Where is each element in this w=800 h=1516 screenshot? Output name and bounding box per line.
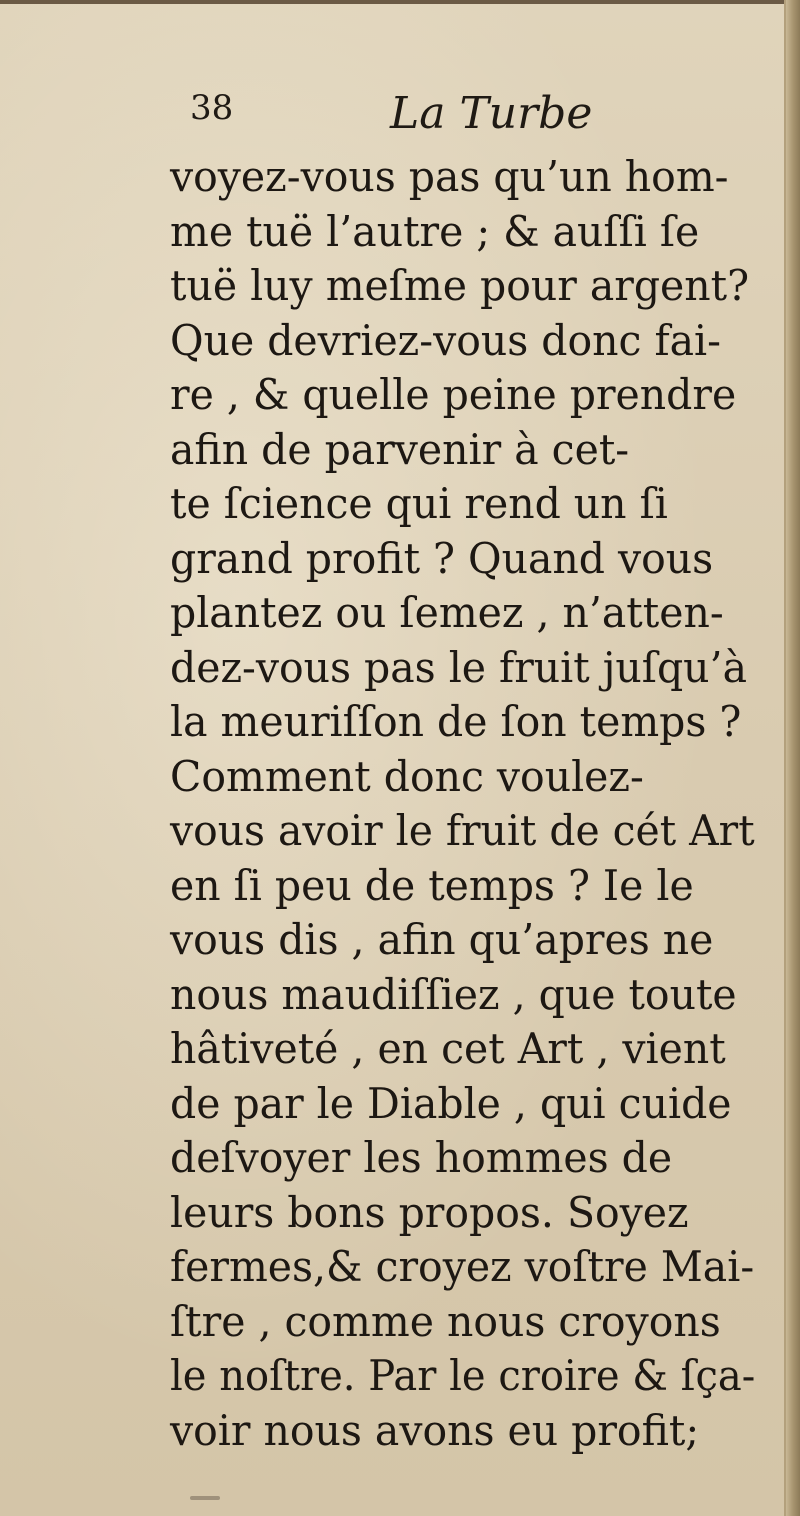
text-line: grand profit ? Quand vous [170,533,714,583]
text-line: nous maudiſſiez , que toute [170,969,737,1019]
page-right-edge [786,0,800,1516]
text-line: le noſtre. Par le croire & ſça- [170,1351,756,1400]
text-line: vous avoir le fruit de cét Art [170,806,755,855]
text-line: en ſi peu de temps ? Ie le [170,860,694,910]
text-line: Comment donc voulez- [170,751,644,801]
page-top-edge [0,0,800,4]
text-line: deſvoyer les hommes de [170,1133,673,1182]
text-line: voir nous avons eu profit; [170,1405,700,1455]
text-line: tuë luy meſme pour argent? [170,261,750,310]
text-line: Que devriez-vous donc fai- [170,315,721,365]
text-line: te ſcience qui rend un ſi [170,479,668,528]
text-line: plantez ou ſemez , n’atten- [170,588,724,637]
text-line: voyez-vous pas qu’un hom- [170,152,729,201]
text-line: re , & quelle peine prendre [170,370,737,419]
ink-smudge [190,1496,220,1500]
text-line: vous dis , afin qu’apres ne [170,915,714,964]
text-line: ſtre , comme nous croyons [170,1296,721,1346]
text-line: afin de parvenir à cet- [170,424,630,474]
text-line: hâtiveté , en cet Art , vient [170,1024,726,1073]
running-title: La Turbe [390,88,593,139]
page-header [190,88,750,144]
text-line: la meuriſſon de ſon temps ? [170,697,742,746]
page-number: 38 [190,88,234,128]
body-text [170,150,770,1458]
text-line: me tuë l’autre ; & auſſi ſe [170,206,700,256]
text-line: dez-vous pas le fruit juſqu’à [170,642,747,692]
text-line: fermes,& croyez voſtre Mai- [170,1242,755,1291]
text-line: de par le Diable , qui cuide [170,1078,732,1128]
text-line: leurs bons propos. Soyez [170,1187,689,1237]
